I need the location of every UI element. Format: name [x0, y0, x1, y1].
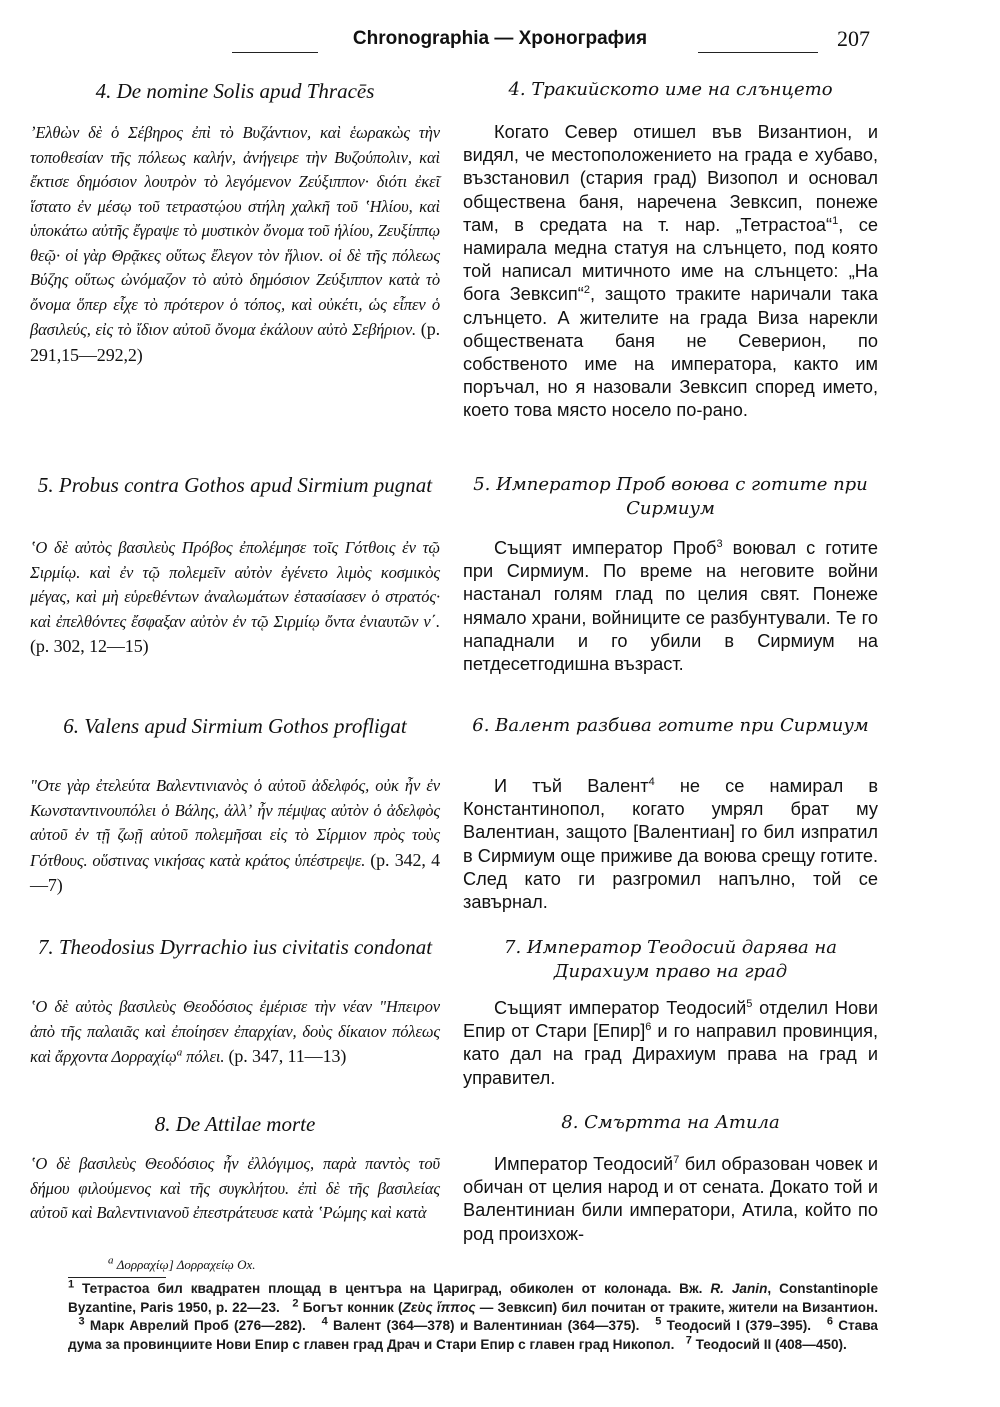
section-7-bulgarian-text: Същият император Теодосий$^5$ отделил Нови Епир от Стари [Епир]$^6$ и го направил провинция, като дал на град Дирахиум права на град и управител.: [463, 997, 878, 1088]
section-7-latin-title: 7. Theodosius Dyrrachio ius civitatis condonat: [37, 935, 433, 959]
critical-apparatus: $^a$ Δορραχίῳ] Δορραχείῳ Ox.: [108, 1254, 256, 1272]
section-5-greek-text: [30, 536, 440, 660]
greek-text: ʼΕλθὼν δὲ ὁ Σέβηρος ἐπὶ τὸ Βυζάντιον, καὶ ἑωρακὼς τὴν τοποθεσίαν τῆς πόλεως καλήν, ἀνήγειρε τὴν Βυζούπολιν, καὶ ἔκτισε δημόσιον λουτρὸν τὸ λεγόμενον Ζεύξιππον· διότι ἐκεῖ ἵστατο ἐν μέσῳ τοῦ τετραστῴου στήλη χαλκῆ τοῦ ʽΗλίου, καὶ ὑποκάτω αὐτῆς ἔγραψε τὸ μυστικὸν ὄνομα τοῦ ἡλίου, Ζευξίππῳ θεῷ· οἱ γὰρ Θρᾷκες οὕτως ἔλεγον τὸν ἥλιον. οἱ δὲ τῆς πόλεως Βύζης οὕτως ὠνόμαζον τὸ αὐτὸ δημόσιον Ζεύξιππον κατὰ τὸ ὄνομα ὅπερ εἶχε τὸ πρότερον ὁ τόπος, καὶ οὐκέτι, ὡς εἶπεν ὁ βασιλεύς, εἰς τὸ ἴδιον αὐτοῦ ὄνομα ἐκάλουν αὐτὸ Σεβήριον.: [30, 123, 440, 339]
section-8-bulgarian-text: Император Теодосий$^7$ бил образован човек и обичан от целия народ и от сената. Докато той и Валентиниан били императори, Атила, който по род произхож-: [463, 1153, 879, 1244]
greek-text: ʺΟτε γὰρ ἐτελεύτα Βαλεντινιανὸς ὁ αὐτοῦ ἀδελφός, οὐκ ἦν ἐν Κωνσταντινουπόλει ὁ Βάλης, ἀλλʼ ἦν πέμψας αὐτὸν ὁ ἀδελφὸς αὐτοῦ ἐν τῇ ζωῇ αὐτοῦ πολεμῆσαι εἰς τὸ Σίρμιον πρὸς τοὺς Γότθους. οὕστινας νικήσας κατὰ κράτος ὑπέστρεψε.: [30, 776, 440, 870]
section-4-greek-text: [30, 121, 440, 368]
section-7-bulgarian-title: 7. Император Теодосий дарява на Дирахиум право на град: [504, 937, 837, 982]
greek-text: ʽΟ δὲ αὐτὸς βασιλεὺς Πρόβος ἐπολέμησε τοῖς Γότθοις ἐν τῷ Σιρμίῳ. καὶ ἐν τῷ πολεμεῖν αὐτὸν ἐγένετο λιμὸς κοσμικὸς μέγας, καὶ μὴ εὑρεθέντων ἀναλωμάτων ἐστασίασεν ὁ στρατός· καὶ ἐπελθόντες ἔσφαξαν αὐτὸν ἐν τῷ Σιρμίῳ ὄντα ἐνιαυτῶν ν΄.: [30, 538, 440, 631]
section-8-latin-title: 8. De Attilae morte: [154, 1112, 316, 1136]
page-number: 207: [837, 26, 870, 51]
source-reference: (p. 291,15—292,2): [30, 319, 440, 365]
running-title: Chronographia — Хронография: [352, 28, 648, 49]
section-5-bulgarian-text: Същият император Проб$^3$ воювал с готите при Сирмиум. По време на неговите войни настанал голям глад по целия свят. Понеже нямало храни, войниците се разбунтували. Те го нападнали и го убили в Сирмиум на петдесетгодишна възраст.: [463, 537, 878, 675]
footnote-rule: [68, 1277, 166, 1278]
greek-text: ʽΟ δὲ βασιλεὺς Θεοδόσιος ἦν ἐλλόγιμος, παρὰ παντὸς τοῦ δήμου φιλούμενος καὶ τῆς συγκλήτου. ἐπὶ δὲ τῆς βασιλείας αὐτοῦ καὶ Βαλεντινιανοῦ ἐπεστράτευσε κατὰ ʽΡώμης καὶ κατὰ: [30, 1154, 440, 1222]
section-5-bulgarian-title: 5. Император Проб воюва с готите при Сирмиум: [473, 474, 868, 519]
section-6-latin-title: 6. Valens apud Sirmium Gothos profligat: [63, 714, 407, 738]
section-8-bulgarian-title: 8. Смъртта на Атила: [561, 1112, 780, 1133]
header-rule-right: [698, 52, 818, 53]
footnote-text: $^1$ Тетрастоа бил квадратен площад в центъра на Цариград, обиколен от колонада. Вж. R. Janin, Constantinople Byzantine, Paris 1950, p. 22—23. $^2$ Богът конник (Ζεὺς ἵππος — Зевксип) бил почитан от траките, жители на Византион. $^3$ Марк Аврелий Проб (276—282). $^4$ Валент (364—378) и Валентиниан (364—375). $^5$ Теодосий I (379–395). $^6$ Става дума за провинциите Нови Епир с главен град Драч и Стари Епир с главен град Никопол. $^7$ Теодосий II (408—450).: [68, 1278, 879, 1352]
footnotes: [68, 1280, 878, 1354]
source-reference: (p. 342, 4—7): [30, 849, 440, 895]
section-7-greek-text: [30, 995, 440, 1070]
section-4-bulgarian-text: Когато Север отишел във Византион, и видял, че местоположението на града е хубаво, възстановил (стария град) Визопол и основал обществена баня, наречена Зевксип, понеже там, в средата на т. нар. „Тетрастоа“$^1$, се намирала медна статуя на слънцето, под която той написал митичното име на слънцето: „На бога Зевксип“$^2$, защото траките наричали така слънцето. А жителите на града Виза нарекли обществената баня не Северион, по собственото име на императора, както им поръчал, но я назовали Зевксип според името, което това място носело по-рано.: [463, 122, 878, 421]
section-4-latin-title: 4. De nomine Solis apud Thracēs: [95, 79, 375, 103]
section-6-bulgarian-title: 6. Валент разбива готите при Сирмиум: [472, 715, 869, 736]
source-reference: (p. 302, 12—15): [30, 636, 149, 656]
source-reference: (p. 347, 11—13): [228, 1046, 347, 1066]
section-8-greek-text: [30, 1152, 440, 1226]
greek-text: ʽΟ δὲ αὐτὸς βασιλεὺς Θεοδόσιος ἐμέρισε τὴν νέαν ʺΗπειρον ἀπὸ τῆς παλαιᾶς καὶ ἐποίησεν ἐπαρχίαν, δοὺς δίκαιον πόλεως καὶ ἄρχοντα Δορραχίῳ$^a$ πόλει.: [30, 997, 440, 1066]
running-header: [0, 22, 1000, 62]
header-rule-left: [232, 52, 318, 53]
section-4-bulgarian-title: 4. Тракийското име на слънцето: [508, 79, 833, 100]
section-6-bulgarian-text: И тъй Валент$^4$ не се намирал в Константинопол, когато умрял брат му Валентиан, защото [Валентиан] го бил изпратил в Сирмиум още приживе да воюва срещу готите. След като ги разгромил напълно, той се завърнал.: [463, 775, 878, 913]
section-5-latin-title: 5. Probus contra Gothos apud Sirmium pugnat: [37, 473, 433, 497]
section-6-greek-text: [30, 774, 440, 899]
